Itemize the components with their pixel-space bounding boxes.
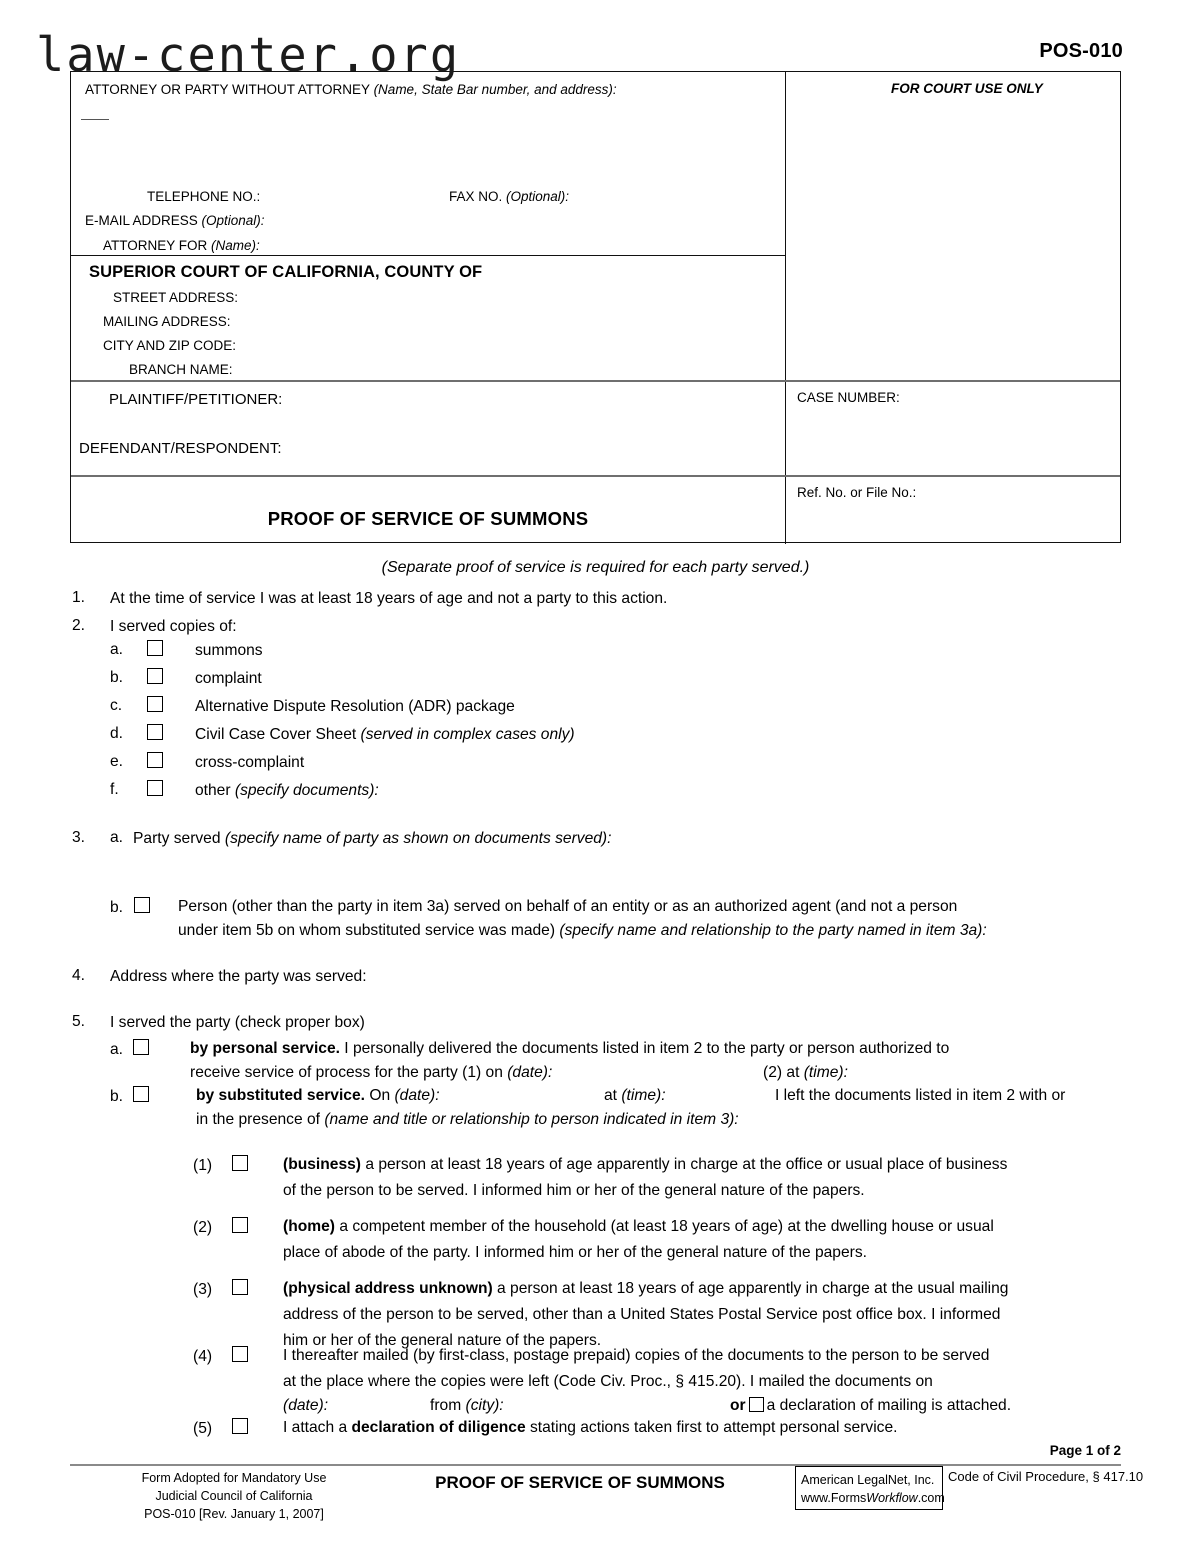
item-5b-2-number: (2) bbox=[193, 1219, 213, 1236]
item-5a-date-hint: (date): bbox=[507, 1064, 553, 1081]
item-2b-label-text: complaint bbox=[195, 670, 262, 687]
item-5-heading: I served the party (check proper box) bbox=[110, 1014, 365, 1031]
attorney-label bbox=[85, 83, 617, 97]
item-5b-text-line1 bbox=[196, 1086, 440, 1106]
item-5b-4-declaration-checkbox[interactable] bbox=[749, 1397, 764, 1412]
item-5b-time-hint: (time): bbox=[621, 1087, 666, 1104]
item-5b-4-from-group bbox=[430, 1396, 504, 1416]
item-5b-4-number: (4) bbox=[193, 1348, 213, 1365]
item-5b-3-line2: address of the person to be served, other than a United States Postal Service post office box. I informed bbox=[283, 1306, 1001, 1323]
legal-code-reference: Code of Civil Procedure, § 417.10 bbox=[948, 1469, 1144, 1484]
item-3a-text-plain: Party served bbox=[133, 830, 225, 847]
defendant-respondent-label: DEFENDANT/RESPONDENT: bbox=[79, 440, 282, 457]
attorney-for-label bbox=[103, 239, 260, 253]
item-5-number: 5. bbox=[72, 1013, 86, 1030]
footer-divider bbox=[70, 1464, 1121, 1466]
legalnet-website-suffix: .com bbox=[917, 1491, 945, 1506]
ref-no-label: Ref. No. or File No.: bbox=[797, 485, 917, 500]
item-5b-2-line1-rest: a competent member of the household (at least 18 years of age) at the dwelling house or usual bbox=[334, 1218, 994, 1235]
telephone-label: TELEPHONE NO.: bbox=[147, 189, 261, 204]
item-2f-label-hint: (specify documents): bbox=[234, 782, 379, 799]
item-5a-bold: by personal service. bbox=[190, 1040, 340, 1057]
item-5b-5-checkbox[interactable] bbox=[232, 1418, 248, 1434]
item-5b-1-checkbox[interactable] bbox=[232, 1155, 248, 1171]
item-5b-4-tail: a declaration of mailing is attached. bbox=[766, 1397, 1012, 1414]
item-5a-text-line1 bbox=[190, 1039, 949, 1059]
item-2d-label bbox=[195, 725, 575, 745]
street-address-label: STREET ADDRESS: bbox=[113, 290, 239, 305]
plaintiff-petitioner-label: PLAINTIFF/PETITIONER: bbox=[109, 391, 283, 408]
item-5b-line2-hint: (name and title or relationship to person indicated in item 3): bbox=[324, 1111, 739, 1128]
fax-label bbox=[449, 190, 569, 204]
item-2b-checkbox[interactable] bbox=[147, 668, 163, 684]
item-5b-3-checkbox[interactable] bbox=[232, 1279, 248, 1295]
item-5a-time-group bbox=[763, 1063, 848, 1083]
item-5b-3-line3: him or her of the general nature of the papers. bbox=[283, 1332, 602, 1349]
item-5b-3-number: (3) bbox=[193, 1281, 213, 1298]
item-5b-3-bold: (physical address unknown) bbox=[283, 1280, 493, 1297]
item-5b-4-from-plain: from bbox=[430, 1397, 466, 1414]
item-5b-4-city-hint: (city): bbox=[465, 1397, 504, 1414]
item-2f-label bbox=[195, 781, 379, 801]
item-5b-text-line2 bbox=[196, 1110, 739, 1130]
city-zip-label: CITY AND ZIP CODE: bbox=[103, 338, 237, 353]
item-5b-time-group bbox=[604, 1086, 666, 1106]
legalnet-website-mid: Workflow bbox=[866, 1491, 918, 1506]
item-5a-time-plain: (2) at bbox=[763, 1064, 804, 1081]
item-3b-text-line1: Person (other than the party in item 3a) served on behalf of an entity or as an authorized agent (and not a person bbox=[178, 898, 958, 915]
item-2e-letter: e. bbox=[110, 753, 124, 770]
item-2a-label bbox=[195, 641, 263, 661]
item-3b-text-line2 bbox=[178, 921, 1118, 941]
item-3a-text-hint: (specify name of party as shown on documents served): bbox=[224, 830, 612, 847]
item-2c-letter: c. bbox=[110, 697, 123, 714]
caption-divider-title bbox=[71, 475, 1120, 477]
fax-label-hint: (Optional): bbox=[506, 189, 570, 204]
item-2f-label-text: other bbox=[195, 782, 235, 799]
legalnet-company: American LegalNet, Inc. bbox=[801, 1473, 935, 1487]
item-5a-time-hint: (time): bbox=[803, 1064, 848, 1081]
item-2b-label bbox=[195, 669, 262, 689]
item-2e-label bbox=[195, 753, 304, 773]
form-adoption-line-2: Judicial Council of California bbox=[155, 1489, 313, 1504]
item-2c-label-text: Alternative Dispute Resolution (ADR) package bbox=[195, 698, 515, 715]
form-adoption-line-3: POS-010 [Rev. January 1, 2007] bbox=[144, 1507, 324, 1522]
item-2d-label-hint: (served in complex cases only) bbox=[360, 726, 575, 743]
item-5b-1-line2: of the person to be served. I informed him or her of the general nature of the papers. bbox=[283, 1182, 865, 1199]
item-5b-2-line1 bbox=[283, 1217, 994, 1237]
item-5b-1-bold: (business) bbox=[283, 1156, 361, 1173]
item-5b-5-text bbox=[283, 1418, 898, 1438]
item-3b-line2-plain: under item 5b on whom substituted service was made) bbox=[178, 922, 560, 939]
document-title: PROOF OF SERVICE OF SUMMONS bbox=[267, 508, 589, 529]
item-5b-4-or-group bbox=[730, 1396, 1011, 1416]
legalnet-website bbox=[801, 1489, 945, 1507]
item-5b-bold: by substituted service. bbox=[196, 1087, 365, 1104]
item-3b-line2-hint: (specify name and relationship to the party named in item 3a): bbox=[559, 922, 987, 939]
item-2f-checkbox[interactable] bbox=[147, 780, 163, 796]
item-5b-3-line1-rest: a person at least 18 years of age apparently in charge at the usual mailing bbox=[492, 1280, 1009, 1297]
item-2e-checkbox[interactable] bbox=[147, 752, 163, 768]
item-2f-letter: f. bbox=[110, 781, 119, 798]
fax-label-text: FAX NO. bbox=[449, 189, 507, 204]
item-4-text: Address where the party was served: bbox=[110, 968, 367, 985]
attorney-fill-rule bbox=[81, 119, 109, 120]
email-label-hint: (Optional): bbox=[201, 213, 265, 228]
item-5a-rest: I personally delivered the documents listed in item 2 to the party or person authorized to bbox=[339, 1040, 950, 1057]
item-5b-date-hint: (date): bbox=[394, 1087, 440, 1104]
item-2e-label-text: cross-complaint bbox=[195, 754, 305, 771]
item-1-text: At the time of service I was at least 18 years of age and not a party to this action. bbox=[110, 590, 668, 607]
legalnet-website-prefix: www.Forms bbox=[801, 1491, 867, 1506]
item-5a-letter: a. bbox=[110, 1041, 124, 1058]
item-5b-4-or-label: or bbox=[730, 1397, 746, 1414]
item-2d-letter: d. bbox=[110, 725, 124, 742]
item-5b-2-checkbox[interactable] bbox=[232, 1217, 248, 1233]
item-5b-2-bold: (home) bbox=[283, 1218, 335, 1235]
caption-box bbox=[70, 71, 1121, 543]
for-court-use-only-label: FOR COURT USE ONLY bbox=[891, 81, 1043, 96]
form-subtitle: (Separate proof of service is required for each party served.) bbox=[381, 559, 810, 576]
item-2b-letter: b. bbox=[110, 669, 124, 686]
item-5b-letter: b. bbox=[110, 1088, 124, 1105]
item-5b-rest: I left the documents listed in item 2 with or bbox=[775, 1087, 1066, 1104]
item-5b-1-line1 bbox=[283, 1155, 1007, 1175]
item-3a-text bbox=[133, 829, 611, 849]
email-label-text: E-MAIL ADDRESS bbox=[85, 213, 202, 228]
item-5b-4-date-hint: (date): bbox=[283, 1397, 329, 1414]
item-2d-label-text: Civil Case Cover Sheet bbox=[195, 726, 361, 743]
caption-divider-attorney bbox=[71, 255, 785, 256]
item-5a-text-line2 bbox=[190, 1063, 552, 1083]
item-2c-checkbox[interactable] bbox=[147, 696, 163, 712]
item-1-number: 1. bbox=[72, 589, 86, 606]
item-5b-line2-plain: in the presence of bbox=[196, 1111, 325, 1128]
page-indicator: Page 1 of 2 bbox=[1049, 1443, 1121, 1458]
legalnet-attribution-box bbox=[795, 1466, 943, 1510]
item-5b-5-plain2: stating actions taken first to attempt personal service. bbox=[525, 1419, 898, 1436]
item-3a-letter: a. bbox=[110, 829, 124, 846]
item-2a-label-text: summons bbox=[195, 642, 263, 659]
email-label bbox=[85, 214, 265, 228]
item-4-number: 4. bbox=[72, 967, 86, 984]
item-5b-on: On bbox=[365, 1087, 395, 1104]
item-5b-1-number: (1) bbox=[193, 1157, 213, 1174]
caption-vertical-divider bbox=[785, 72, 786, 544]
attorney-label-text: ATTORNEY OR PARTY WITHOUT ATTORNEY bbox=[85, 82, 374, 97]
item-3b-letter: b. bbox=[110, 899, 124, 916]
item-5b-4-checkbox[interactable] bbox=[232, 1346, 248, 1362]
attorney-for-hint: (Name): bbox=[211, 238, 260, 253]
item-2d-checkbox[interactable] bbox=[147, 724, 163, 740]
item-3b-checkbox[interactable] bbox=[134, 897, 150, 913]
item-5b-2-line2: place of abode of the party. I informed him or her of the general nature of the papers. bbox=[283, 1244, 867, 1261]
item-5a-line2-plain: receive service of process for the party (1) on bbox=[190, 1064, 508, 1081]
item-2-heading: I served copies of: bbox=[110, 618, 237, 635]
court-title: SUPERIOR COURT OF CALIFORNIA, COUNTY OF bbox=[89, 263, 483, 281]
mailing-address-label: MAILING ADDRESS: bbox=[103, 314, 231, 329]
item-5b-checkbox[interactable] bbox=[133, 1086, 149, 1102]
caption-divider-parties bbox=[71, 380, 1120, 382]
site-watermark: law-center.org bbox=[36, 28, 461, 83]
item-5a-checkbox[interactable] bbox=[133, 1039, 149, 1055]
attorney-for-text: ATTORNEY FOR bbox=[103, 238, 212, 253]
item-5b-3-line1 bbox=[283, 1279, 1009, 1299]
footer-document-title: PROOF OF SERVICE OF SUMMONS bbox=[435, 1473, 725, 1492]
item-5b-5-number: (5) bbox=[193, 1420, 213, 1437]
form-number: POS-010 bbox=[1039, 40, 1123, 62]
item-3-number: 3. bbox=[72, 829, 86, 846]
form-adoption-line-1: Form Adopted for Mandatory Use bbox=[141, 1471, 327, 1485]
case-number-label: CASE NUMBER: bbox=[797, 390, 900, 405]
item-2a-checkbox[interactable] bbox=[147, 640, 163, 656]
item-5b-4-line1: I thereafter mailed (by first-class, postage prepaid) copies of the documents to the person to be served bbox=[283, 1347, 990, 1364]
item-2-number: 2. bbox=[72, 617, 86, 634]
item-5b-1-line1-rest: a person at least 18 years of age apparently in charge at the office or usual place of business bbox=[360, 1156, 1008, 1173]
item-2c-label bbox=[195, 697, 515, 717]
item-2a-letter: a. bbox=[110, 641, 124, 658]
branch-name-label: BRANCH NAME: bbox=[129, 362, 233, 377]
attorney-label-hint: (Name, State Bar number, and address): bbox=[373, 82, 617, 97]
item-5b-at: at bbox=[604, 1087, 622, 1104]
item-5b-5-bold: declaration of diligence bbox=[351, 1419, 526, 1436]
item-5b-5-plain1: I attach a bbox=[283, 1419, 352, 1436]
item-5b-4-line2: at the place where the copies were left (Code Civ. Proc., § 415.20). I mailed the documents on bbox=[283, 1373, 933, 1390]
